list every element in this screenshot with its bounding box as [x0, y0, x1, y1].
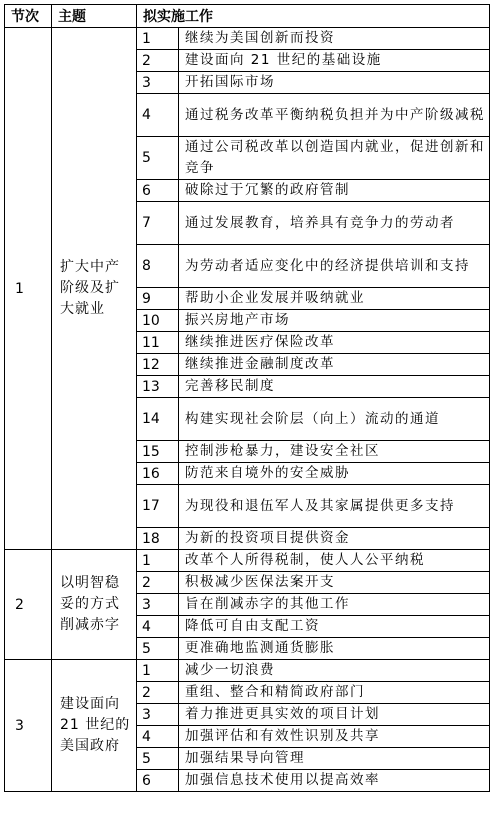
section-theme: 以明智稳妥的方式削减赤字 — [52, 550, 137, 660]
table-row — [5, 550, 490, 572]
item-number: 18 — [137, 528, 179, 550]
header-theme: 主题 — [52, 5, 137, 28]
item-task: 帮助小企业发展并吸纳就业 — [179, 288, 490, 310]
table-row — [5, 28, 490, 50]
header-work: 拟实施工作 — [137, 5, 490, 28]
item-number: 2 — [137, 50, 179, 72]
header-section: 节次 — [5, 5, 52, 28]
item-task: 加强结果导向管理 — [179, 748, 490, 770]
item-number: 14 — [137, 398, 179, 441]
item-task: 防范来自境外的安全威胁 — [179, 463, 490, 485]
item-number: 9 — [137, 288, 179, 310]
item-number: 6 — [137, 180, 179, 202]
item-number: 1 — [137, 550, 179, 572]
item-task: 为劳动者适应变化中的经济提供培训和支持 — [179, 245, 490, 288]
item-number: 5 — [137, 748, 179, 770]
item-number: 2 — [137, 572, 179, 594]
item-task: 通过公司税改革以创造国内就业，促进创新和竞争 — [179, 137, 490, 180]
item-number: 4 — [137, 726, 179, 748]
item-number: 7 — [137, 202, 179, 245]
item-task: 积极减少医保法案开支 — [179, 572, 490, 594]
item-number: 1 — [137, 28, 179, 50]
item-number: 15 — [137, 441, 179, 463]
item-number: 13 — [137, 376, 179, 398]
item-number: 17 — [137, 485, 179, 528]
section-theme: 建设面向21 世纪的美国政府 — [52, 660, 137, 792]
item-number: 5 — [137, 638, 179, 660]
item-number: 6 — [137, 770, 179, 792]
section-number: 1 — [5, 28, 52, 550]
item-number: 5 — [137, 137, 179, 180]
item-number: 4 — [137, 94, 179, 137]
item-task: 继续推进金融制度改革 — [179, 354, 490, 376]
section-number: 2 — [5, 550, 52, 660]
item-number: 16 — [137, 463, 179, 485]
item-number: 11 — [137, 332, 179, 354]
item-task: 通过发展教育，培养具有竞争力的劳动者 — [179, 202, 490, 245]
item-task: 重组、整合和精简政府部门 — [179, 682, 490, 704]
item-task: 继续为美国创新而投资 — [179, 28, 490, 50]
item-number: 8 — [137, 245, 179, 288]
item-task: 完善移民制度 — [179, 376, 490, 398]
work-plan-table — [4, 4, 490, 792]
item-number: 10 — [137, 310, 179, 332]
item-task: 改革个人所得税制，使人人公平纳税 — [179, 550, 490, 572]
item-task: 继续推进医疗保险改革 — [179, 332, 490, 354]
item-task: 振兴房地产市场 — [179, 310, 490, 332]
item-number: 4 — [137, 616, 179, 638]
item-task: 建设面向 21 世纪的基础设施 — [179, 50, 490, 72]
section-number: 3 — [5, 660, 52, 792]
item-task: 构建实现社会阶层（向上）流动的通道 — [179, 398, 490, 441]
item-number: 1 — [137, 660, 179, 682]
table-row — [5, 660, 490, 682]
item-task: 旨在削减赤字的其他工作 — [179, 594, 490, 616]
item-task: 为现役和退伍军人及其家属提供更多支持 — [179, 485, 490, 528]
item-task: 降低可自由支配工资 — [179, 616, 490, 638]
header-row — [5, 5, 490, 28]
item-task: 着力推进更具实效的项目计划 — [179, 704, 490, 726]
item-task: 为新的投资项目提供资金 — [179, 528, 490, 550]
item-task: 破除过于冗繁的政府管制 — [179, 180, 490, 202]
item-number: 3 — [137, 594, 179, 616]
item-number: 3 — [137, 704, 179, 726]
section-theme: 扩大中产阶级及扩大就业 — [52, 28, 137, 550]
item-task: 减少一切浪费 — [179, 660, 490, 682]
item-task: 控制涉枪暴力，建设安全社区 — [179, 441, 490, 463]
item-number: 2 — [137, 682, 179, 704]
item-task: 开拓国际市场 — [179, 72, 490, 94]
item-task: 加强评估和有效性识别及共享 — [179, 726, 490, 748]
item-number: 12 — [137, 354, 179, 376]
item-task: 更准确地监测通货膨胀 — [179, 638, 490, 660]
item-task: 通过税务改革平衡纳税负担并为中产阶级减税 — [179, 94, 490, 137]
item-number: 3 — [137, 72, 179, 94]
item-task: 加强信息技术使用以提高效率 — [179, 770, 490, 792]
